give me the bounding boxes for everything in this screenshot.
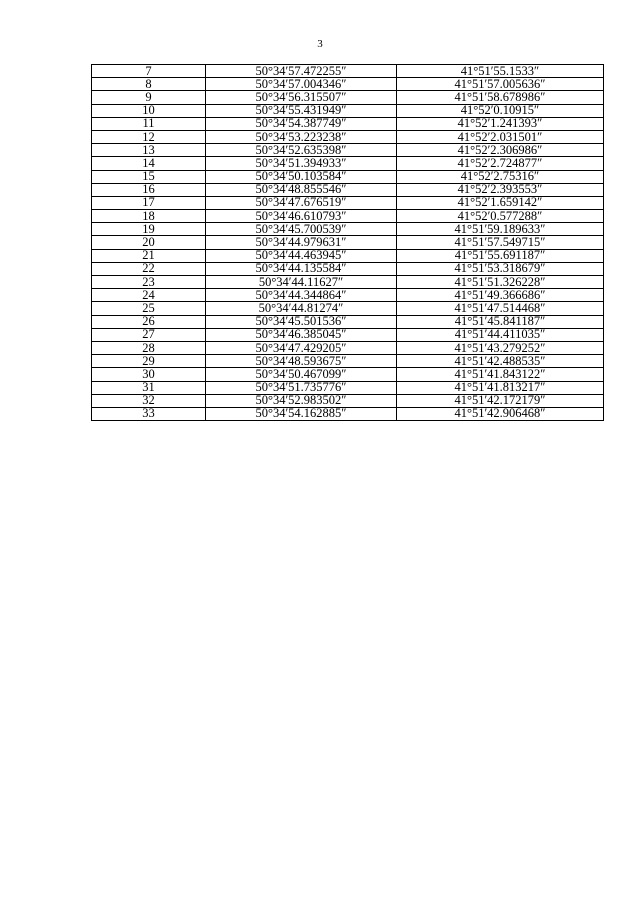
table-row <box>92 183 604 196</box>
longitude-cell: 41°51′53.318679″ <box>397 262 604 275</box>
latitude-cell: 50°34′44.463945″ <box>206 249 397 262</box>
coordinates-table-body <box>92 65 604 421</box>
table-row <box>92 407 604 420</box>
latitude-cell: 50°34′52.635398″ <box>206 144 397 157</box>
point-number: 13 <box>92 144 206 157</box>
point-number: 12 <box>92 130 206 143</box>
point-number: 22 <box>92 262 206 275</box>
longitude-cell: 41°51′42.172179″ <box>397 394 604 407</box>
latitude-cell: 50°34′55.431949″ <box>206 104 397 117</box>
longitude-cell: 41°52′2.393553″ <box>397 183 604 196</box>
latitude-cell: 50°34′56.315507″ <box>206 91 397 104</box>
point-number: 27 <box>92 328 206 341</box>
table-row <box>92 78 604 91</box>
point-number: 23 <box>92 276 206 289</box>
point-number: 33 <box>92 407 206 420</box>
longitude-cell: 41°52′2.306986″ <box>397 144 604 157</box>
longitude-cell: 41°52′1.241393″ <box>397 117 604 130</box>
point-number: 31 <box>92 381 206 394</box>
longitude-cell: 41°51′58.678986″ <box>397 91 604 104</box>
latitude-cell: 50°34′46.385045″ <box>206 328 397 341</box>
latitude-cell: 50°34′57.472255″ <box>206 65 397 78</box>
table-row <box>92 144 604 157</box>
table-row <box>92 249 604 262</box>
longitude-cell: 41°51′49.366686″ <box>397 289 604 302</box>
latitude-cell: 50°34′46.610793″ <box>206 210 397 223</box>
longitude-cell: 41°52′2.75316″ <box>397 170 604 183</box>
table-row <box>92 223 604 236</box>
point-number: 7 <box>92 65 206 78</box>
latitude-cell: 50°34′45.700539″ <box>206 223 397 236</box>
table-row <box>92 368 604 381</box>
latitude-cell: 50°34′47.429205″ <box>206 341 397 354</box>
point-number: 19 <box>92 223 206 236</box>
point-number: 21 <box>92 249 206 262</box>
table-row <box>92 91 604 104</box>
table-row <box>92 394 604 407</box>
latitude-cell: 50°34′51.394933″ <box>206 157 397 170</box>
point-number: 8 <box>92 78 206 91</box>
point-number: 16 <box>92 183 206 196</box>
longitude-cell: 41°51′55.1533″ <box>397 65 604 78</box>
point-number: 28 <box>92 341 206 354</box>
point-number: 18 <box>92 210 206 223</box>
point-number: 17 <box>92 196 206 209</box>
latitude-cell: 50°34′44.135584″ <box>206 262 397 275</box>
latitude-cell: 50°34′54.162885″ <box>206 407 397 420</box>
table-row <box>92 381 604 394</box>
longitude-cell: 41°51′57.549715″ <box>397 236 604 249</box>
longitude-cell: 41°52′2.031501″ <box>397 130 604 143</box>
table-row <box>92 170 604 183</box>
table-row <box>92 341 604 354</box>
table-row <box>92 65 604 78</box>
table-row <box>92 104 604 117</box>
table-row <box>92 276 604 289</box>
latitude-cell: 50°34′44.81274″ <box>206 302 397 315</box>
longitude-cell: 41°51′43.279252″ <box>397 341 604 354</box>
table-row <box>92 289 604 302</box>
longitude-cell: 41°51′55.691187″ <box>397 249 604 262</box>
longitude-cell: 41°51′51.326228″ <box>397 276 604 289</box>
longitude-cell: 41°51′44.411035″ <box>397 328 604 341</box>
point-number: 25 <box>92 302 206 315</box>
table-row <box>92 236 604 249</box>
table-row <box>92 196 604 209</box>
longitude-cell: 41°51′41.843122″ <box>397 368 604 381</box>
longitude-cell: 41°52′0.577288″ <box>397 210 604 223</box>
point-number: 26 <box>92 315 206 328</box>
coordinates-table <box>91 64 604 421</box>
latitude-cell: 50°34′52.983502″ <box>206 394 397 407</box>
longitude-cell: 41°52′1.659142″ <box>397 196 604 209</box>
latitude-cell: 50°34′57.004346″ <box>206 78 397 91</box>
latitude-cell: 50°34′44.11627″ <box>206 276 397 289</box>
latitude-cell: 50°34′51.735776″ <box>206 381 397 394</box>
table-row <box>92 315 604 328</box>
longitude-cell: 41°51′41.813217″ <box>397 381 604 394</box>
latitude-cell: 50°34′48.855546″ <box>206 183 397 196</box>
longitude-cell: 41°52′2.724877″ <box>397 157 604 170</box>
latitude-cell: 50°34′45.501536″ <box>206 315 397 328</box>
point-number: 10 <box>92 104 206 117</box>
point-number: 30 <box>92 368 206 381</box>
page-number: 3 <box>317 38 323 50</box>
table-row <box>92 355 604 368</box>
longitude-cell: 41°51′47.514468″ <box>397 302 604 315</box>
latitude-cell: 50°34′48.593675″ <box>206 355 397 368</box>
point-number: 14 <box>92 157 206 170</box>
point-number: 24 <box>92 289 206 302</box>
longitude-cell: 41°51′45.841187″ <box>397 315 604 328</box>
latitude-cell: 50°34′44.344864″ <box>206 289 397 302</box>
table-row <box>92 328 604 341</box>
point-number: 9 <box>92 91 206 104</box>
point-number: 11 <box>92 117 206 130</box>
point-number: 15 <box>92 170 206 183</box>
longitude-cell: 41°51′42.906468″ <box>397 407 604 420</box>
table-row <box>92 210 604 223</box>
longitude-cell: 41°51′57.005636″ <box>397 78 604 91</box>
point-number: 32 <box>92 394 206 407</box>
table-row <box>92 262 604 275</box>
latitude-cell: 50°34′54.387749″ <box>206 117 397 130</box>
table-row <box>92 117 604 130</box>
table-row <box>92 302 604 315</box>
latitude-cell: 50°34′50.467099″ <box>206 368 397 381</box>
longitude-cell: 41°51′59.189633″ <box>397 223 604 236</box>
latitude-cell: 50°34′53.223238″ <box>206 130 397 143</box>
point-number: 20 <box>92 236 206 249</box>
longitude-cell: 41°52′0.10915″ <box>397 104 604 117</box>
latitude-cell: 50°34′47.676519″ <box>206 196 397 209</box>
longitude-cell: 41°51′42.488535″ <box>397 355 604 368</box>
table-row <box>92 130 604 143</box>
latitude-cell: 50°34′50.103584″ <box>206 170 397 183</box>
latitude-cell: 50°34′44.979631″ <box>206 236 397 249</box>
table-row <box>92 157 604 170</box>
point-number: 29 <box>92 355 206 368</box>
